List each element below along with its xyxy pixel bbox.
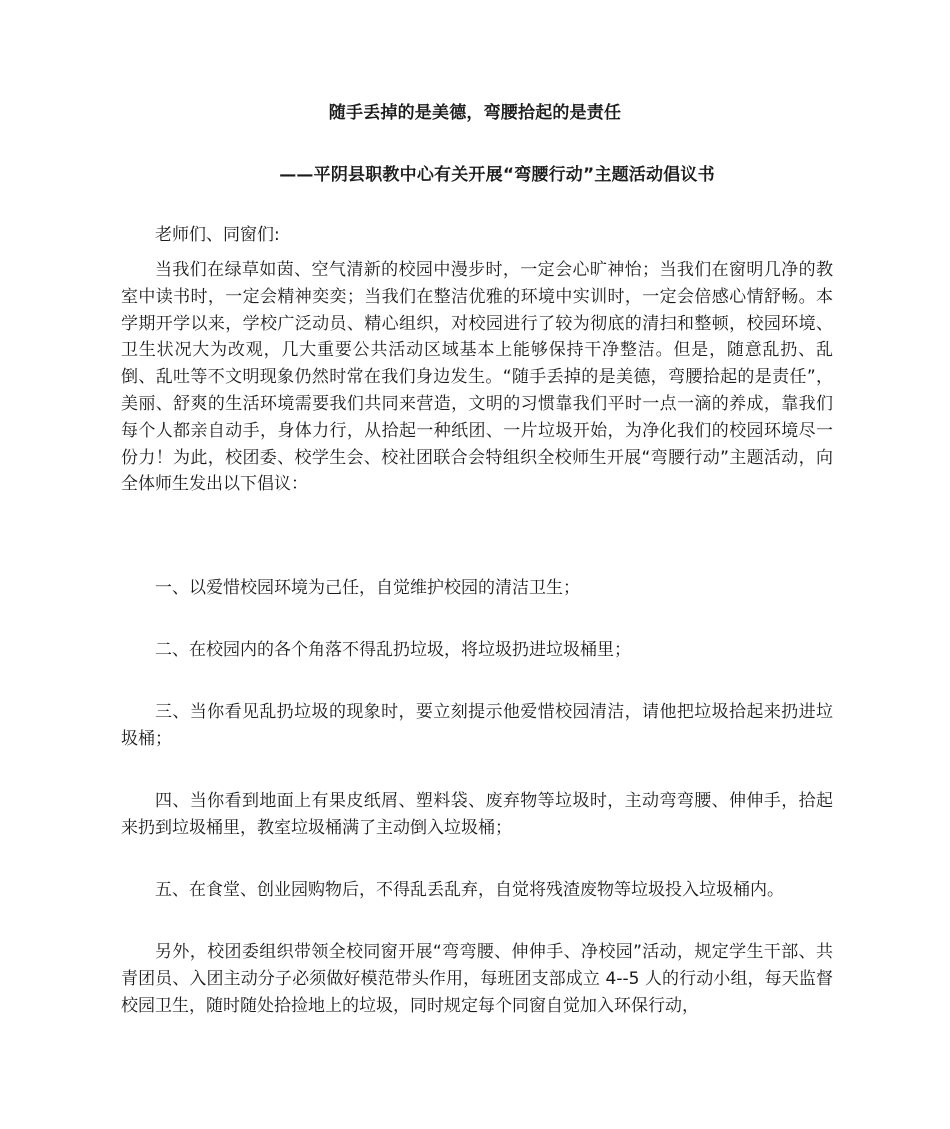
proposal-item-5: 五、在食堂、创业园购物后，不得乱丢乱弃，自觉将残渣废物等垃圾投入垃圾桶内。 bbox=[155, 880, 784, 900]
proposal-item-2: 二、在校园内的各个角落不得乱扔垃圾，将垃圾扔进垃圾桶里； bbox=[155, 640, 631, 660]
document-subtitle: ——平阴县职教中心有关开展“弯腰行动”主题活动倡议书 bbox=[279, 165, 715, 185]
proposal-item-4: 四、当你看到地面上有果皮纸屑、塑料袋、废弃物等垃圾时，主动弯弯腰、伸伸手，拾起来扔到垃圾桶里，教室垃圾桶满了主动倒入垃圾桶； bbox=[121, 791, 833, 838]
intro-paragraph: 当我们在绿草如茵、空气清新的校园中漫步时，一定会心旷神怡；当我们在窗明几净的教室中读书时，一定会精神奕奕；当我们在整洁优雅的环境中实训时，一定会倍感心情舒畅。本学期开学以来，学校广泛动员、精心组织，对校园进行了较为彻底的清扫和整顿，校园环境、卫生状况大为改观，几大重要公共活动区域基本上能够保持干净整洁。但是，随意乱扔、乱倒、乱吐等不文明现象仍然时常在我们身边发生。“随手丢掉的是美德，弯腰拾起的是责任”，美丽、舒爽的生活环境需要我们共同来营造，文明的习惯靠我们平时一点一滴的养成，靠我们每个人都亲自动手，身体力行，从拾起一种纸团、一片垃圾开始，为净化我们的校园环境尽一份力！为此，校团委、校学生会、校社团联合会特组织全校师生开展“弯腰行动”主题活动，向全体师生发出以下倡议： bbox=[121, 260, 833, 495]
proposal-item-1: 一、以爱惜校园环境为己任，自觉维护校园的清洁卫生； bbox=[155, 578, 580, 598]
extra-paragraph: 另外，校团委组织带领全校同窗开展“弯弯腰、伸伸手、净校园”活动，规定学生干部、共青团员、入团主动分子必须做好模范带头作用，每班团支部成立 4--5 人的行动小组，每天监督校园卫生，随时随处拾捡地上的垃圾，同时规定每个同窗自觉加入环保行动， bbox=[121, 942, 833, 1016]
proposal-item-3: 三、当你看见乱扔垃圾的现象时，要立刻提示他爱惜校园清洁，请他把垃圾拾起来扔进垃圾桶； bbox=[121, 702, 833, 749]
greeting: 老师们、同窗们: bbox=[155, 225, 280, 245]
document-title: 随手丢掉的是美德，弯腰拾起的是责任 bbox=[328, 103, 622, 123]
